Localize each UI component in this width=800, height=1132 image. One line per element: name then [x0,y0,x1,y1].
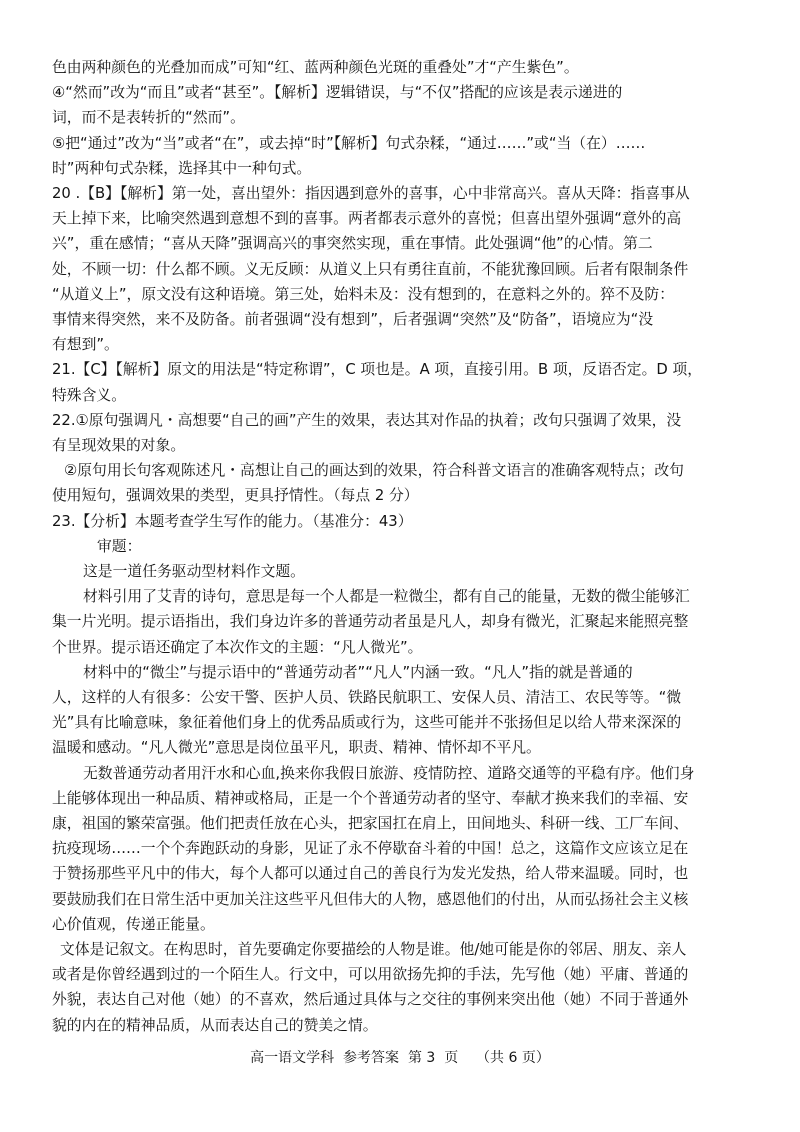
text-line: 这是一道任务驱动型材料作文题。 [83,563,305,580]
text-line: 使用短句，强调效果的类型，更具抒情性。（每点 2 分） [52,487,419,505]
text-line: 个世界。提示语还确定了本次作文的主题：“凡人微光”。 [52,638,423,656]
text-line: 词，而不是表转折的“然而”。 [52,109,245,127]
text-line: 兴”，重在感情；“喜从天降”强调高兴的事突然实现，重在事情。此处强调“他”的心情。第二 [52,235,653,253]
text-line: ④“然而”改为“而且”或者“甚至”。【解析】逻辑错误，与“不仅”搭配的应该是表示递进的 [52,84,623,102]
text-line: 有想到”。 [52,336,119,354]
text-line: 22.①原句强调凡・高想要“自己的画”产生的效果，表达其对作品的执着；改句只强调了效果，没 [52,411,682,429]
text-line: 无数普通劳动者用汗水和心血,换来你我假日旅游、疫情防控、道路交通等的平稳有序。他们身 [83,764,695,782]
page-footer: 高一语文学科 参考答案 第 3 页 （共 6 页） [250,1050,550,1066]
text-line: 天上掉下来，比喻突然遇到意想不到的喜事。两者都表示意外的喜悦；但喜出望外强调“意外的高 [52,210,682,228]
text-line: 事情来得突然，来不及防备。前者强调“没有想到”，后者强调“突然”及“防备”，语境应为“没 [52,311,654,328]
text-line: 特殊含义。 [52,386,126,404]
text-line: 20 .【B】【解析】第一处，喜出望外：指因遇到意外的喜事，心中非常高兴。喜从天降：指喜事从 [52,185,690,202]
text-line: 康，祖国的繁荣富强。他们把责任放在心头，把家国扛在肩上，田间地头、科研一线、工厂车间、 [52,815,689,832]
text-line: 要鼓励我们在日常生活中更加关注这些平凡但伟大的人物，感恩他们的付出，从而弘扬社会主义核 [52,890,689,908]
text-line: 或者是你曾经遇到过的一个陌生人。行文中，可以用欲扬先抑的手法，先写他（她）平庸、普通的 [52,966,689,984]
text-line: “从道义上”，原文没有这种语境。第三处，始料未及：没有想到的，在意料之外的。猝不及防： [52,285,675,303]
text-line: 色由两种颜色的光叠加而成”可知“红、蓝两种颜色光斑的重叠处”才“产生紫色”。 [52,59,579,76]
text-line: 温暖和感动。“凡人微光”意思是岗位虽平凡，职责、精神、情怀却不平凡。 [52,739,541,757]
text-line: 集一片光明。提示语指出，我们身边许多的普通劳动者虽是凡人，却身有微光，汇聚起来能照亮整 [52,613,689,631]
text-line: 时”两种句式杂糅，选择其中一种句式。 [52,159,312,177]
text-line: 外貌，表达自己对他（她）的不喜欢，然后通过具体与之交往的事例来突出他（她）不同于普通外 [52,991,689,1009]
text-line: 处，不顾一切：什么都不顾。义无反顾：从道义上只有勇往直前，不能犹豫回顾。后者有限制条件 [52,260,689,278]
text-line: 光”具有比喻意味，象征着他们身上的优秀品质或行为，这些可能并不张扬但足以给人带来深深的 [52,714,682,732]
text-line: 有呈现效果的对象。 [52,437,186,454]
text-line: ⑤把“通过”改为“当”或者“在”，或去掉“时”【解析】句式杂糅，“通过……”或“当（在）…… [52,134,646,152]
text-line: 人，这样的人有很多：公安干警、医护人员、铁路民航职工、安保人员、清洁工、农民等等。“微 [52,689,682,706]
text-line: 审题： [97,537,142,555]
text-line: 于赞扬那些平凡中的伟大，每个人都可以通过自己的善良行为发光发热，给人带来温暖。同时，也 [52,865,689,883]
text-line: 材料引用了艾青的诗句，意思是每一个人都是一粒微尘，都有自己的能量，无数的微尘能够汇 [83,588,690,606]
text-line: 抗疫现场……一个个奔跑跃动的身影，见证了永不停歇奋斗着的中国！总之，这篇作文应该立足在 [52,840,689,858]
text-line: 貌的内在的精神品质，从而表达自己的赞美之情。 [52,1016,378,1034]
text-line: 材料中的“微尘”与提示语中的“普通劳动者”“凡人”内涵一致。“凡人”指的就是普通的 [83,663,633,681]
text-line: 文体是记叙文。在构思时，首先要确定你要描绘的人物是谁。他/她可能是你的邻居、朋友、亲人 [60,941,687,958]
text-line: 心价值观，传递正能量。 [52,915,215,933]
text-line: 21.【C】【解析】原文的用法是“特定称谓”，C 项也是。A 项，直接引用。B 项，反语否定。D 项， [52,361,703,379]
text-line: 上能够体现出一种品质、精神或格局，正是一个个普通劳动者的坚守、奉献才换来我们的幸福、安 [52,789,689,807]
text-line: 23.【分析】本题考查学生写作的能力。（基准分：43） [52,512,413,530]
text-line: ②原句用长句客观陈述凡・高想让自己的画达到的效果，符合科普文语言的准确客观特点；改句 [64,462,684,480]
